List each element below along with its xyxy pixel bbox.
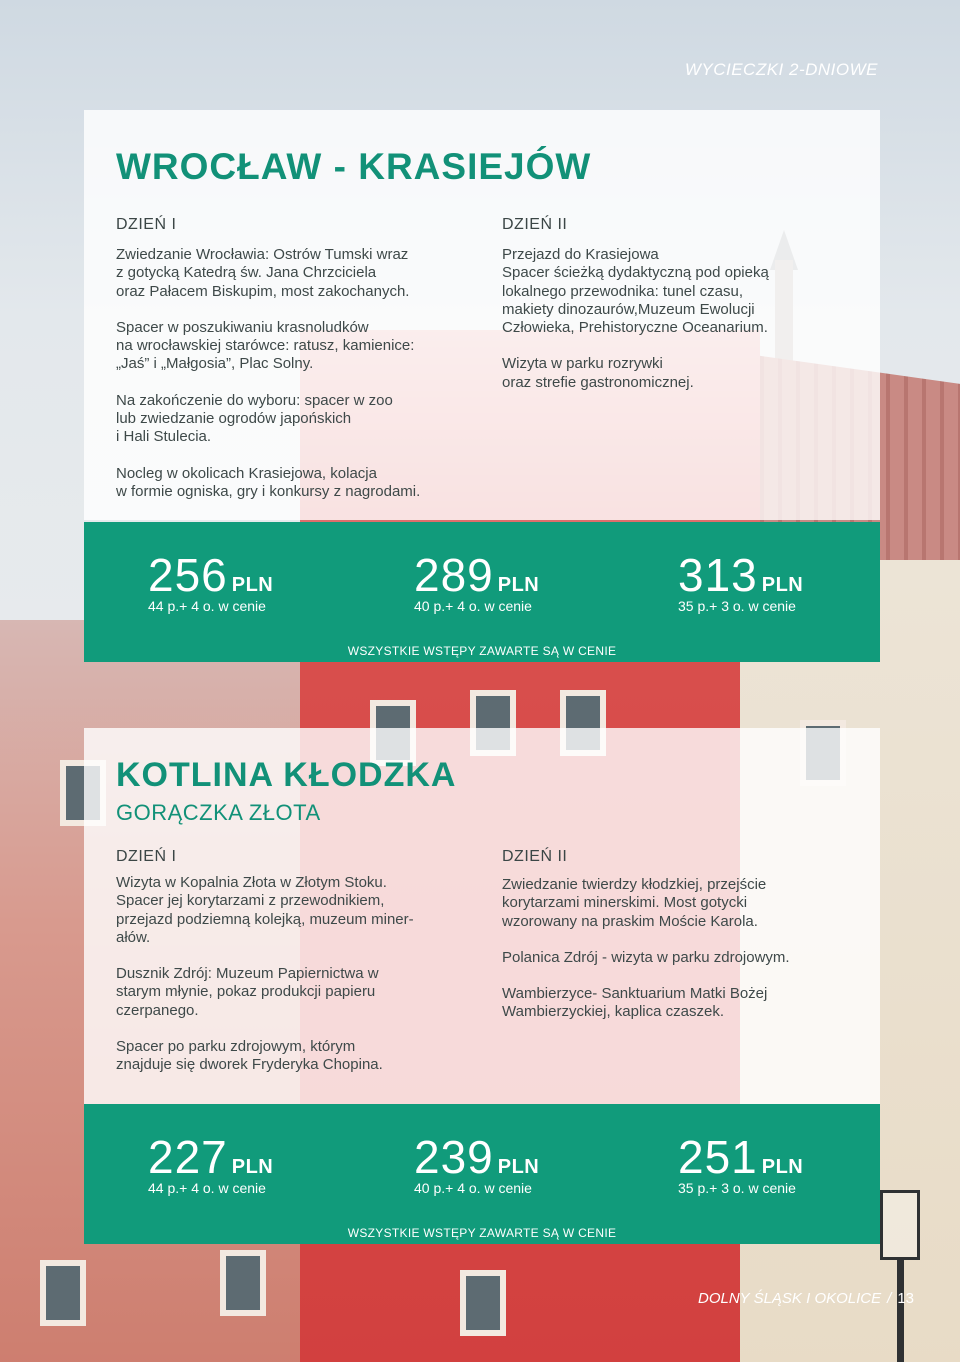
- price-note: 40 p.+ 4 o. w cenie: [414, 1180, 532, 1196]
- paragraph: Polanica Zdrój - wizyta w parku zdrojowym.: [502, 948, 790, 966]
- price-option: [678, 548, 803, 614]
- included-note: WSZYSTKIE WSTĘPY ZAWARTE SĄ W CENIE: [347, 644, 617, 658]
- trip-title: WROCŁAW - KRASIEJÓW: [116, 146, 592, 187]
- day-heading: DZIEŃ II: [502, 216, 568, 233]
- paragraph: Spacer w poszukiwaniu krasnoludków na wrocławskiej starówce: ratusz, kamienice: „Jaś” i „Małgosia”, Plac Solny.: [116, 318, 415, 373]
- price-currency: PLN: [231, 1156, 274, 1178]
- price-option: [678, 1130, 803, 1196]
- section-label: WYCIECZKI 2-DNIOWE: [684, 60, 878, 79]
- paragraph: Zwiedzanie Wrocławia: Ostrów Tumski wraz z gotycką Katedrą św. Jana Chrzciciela oraz Pałacem Biskupim, most zakochanych.: [116, 246, 410, 300]
- price-note: 35 p.+ 3 o. w cenie: [678, 1180, 796, 1196]
- window: [460, 1270, 506, 1336]
- day-heading: DZIEŃ II: [502, 848, 568, 865]
- price-note: 35 p.+ 3 o. w cenie: [678, 598, 796, 614]
- price-amount: 256: [148, 549, 228, 601]
- paragraph: Wizyta w Kopalnia Złota w Złotym Stoku. Spacer jej korytarzami z przewodnikiem, przejazd podziemną kolejką, muzeum miner- ałów.: [116, 874, 414, 946]
- price-note: 44 p.+ 4 o. w cenie: [148, 1180, 266, 1196]
- price-currency: PLN: [761, 574, 804, 596]
- price-option: [148, 1130, 273, 1196]
- price-amount: 227: [148, 1131, 228, 1183]
- paragraph: Przejazd do Krasiejowa Spacer ścieżką dydaktyczną pod opieką lokalnego przewodnika: tunel czasu, makiety dinozaurów,Muzeum Ewolucji Człowieka, Prehistoryczne Oceanarium.: [502, 246, 769, 337]
- day-heading: DZIEŃ I: [116, 216, 177, 233]
- lamp-post: [897, 1260, 904, 1362]
- included-note: WSZYSTKIE WSTĘPY ZAWARTE SĄ W CENIE: [347, 1226, 617, 1240]
- trip-subtitle: GORĄCZKA ZŁOTA: [116, 800, 321, 825]
- price-band: [84, 1104, 880, 1244]
- price-currency: PLN: [761, 1156, 804, 1178]
- price-amount: 251: [678, 1131, 758, 1183]
- price-amount: 289: [414, 549, 494, 601]
- price-currency: PLN: [497, 1156, 540, 1178]
- window: [220, 1250, 266, 1316]
- price-currency: PLN: [497, 574, 540, 596]
- street-lamp: [880, 1190, 920, 1260]
- day-description: [116, 246, 486, 519]
- day-description: [116, 874, 486, 1093]
- paragraph: Wizyta w parku rozrywki oraz strefie gastronomicznej.: [502, 355, 694, 391]
- page-number: 13: [897, 1290, 914, 1307]
- paragraph: Wambierzyce- Sanktuarium Matki Bożej Wambierzyckiej, kaplica czaszek.: [502, 985, 768, 1021]
- paragraph: Spacer po parku zdrojowym, którym znajduje się dworek Fryderyka Chopina.: [116, 1038, 383, 1074]
- paragraph: Dusznik Zdrój: Muzeum Papiernictwa w starym młynie, pokaz produkcji papieru czerpanego.: [116, 965, 379, 1019]
- paragraph: Zwiedzanie twierdzy kłodzkiej, przejście korytarzami minerskimi. Most gotycki wzorowany na praskim Moście Karola.: [502, 876, 767, 930]
- price-option: [414, 1130, 539, 1196]
- price-option: [148, 548, 273, 614]
- price-currency: PLN: [231, 574, 274, 596]
- price-amount: 239: [414, 1131, 494, 1183]
- price-band: [84, 522, 880, 662]
- paragraph: Nocleg w okolicach Krasiejowa, kolacja w formie ogniska, gry i konkursy z nagrodami.: [116, 464, 421, 500]
- page-footer: [698, 1290, 914, 1307]
- footer-separator: /: [887, 1290, 892, 1307]
- day-description: [502, 246, 862, 410]
- price-note: 44 p.+ 4 o. w cenie: [148, 598, 266, 614]
- window: [40, 1260, 86, 1326]
- price-option: [414, 548, 539, 614]
- footer-region: DOLNY ŚLĄSK I OKOLICE: [698, 1290, 882, 1307]
- trip-title: KOTLINA KŁODZKA: [116, 756, 457, 794]
- price-amount: 313: [678, 549, 758, 601]
- paragraph: Na zakończenie do wyboru: spacer w zoo lub zwiedzanie ogrodów japońskich i Hali Stulecia.: [116, 391, 393, 446]
- day-description: [502, 876, 862, 1040]
- day-heading: DZIEŃ I: [116, 848, 177, 865]
- price-note: 40 p.+ 4 o. w cenie: [414, 598, 532, 614]
